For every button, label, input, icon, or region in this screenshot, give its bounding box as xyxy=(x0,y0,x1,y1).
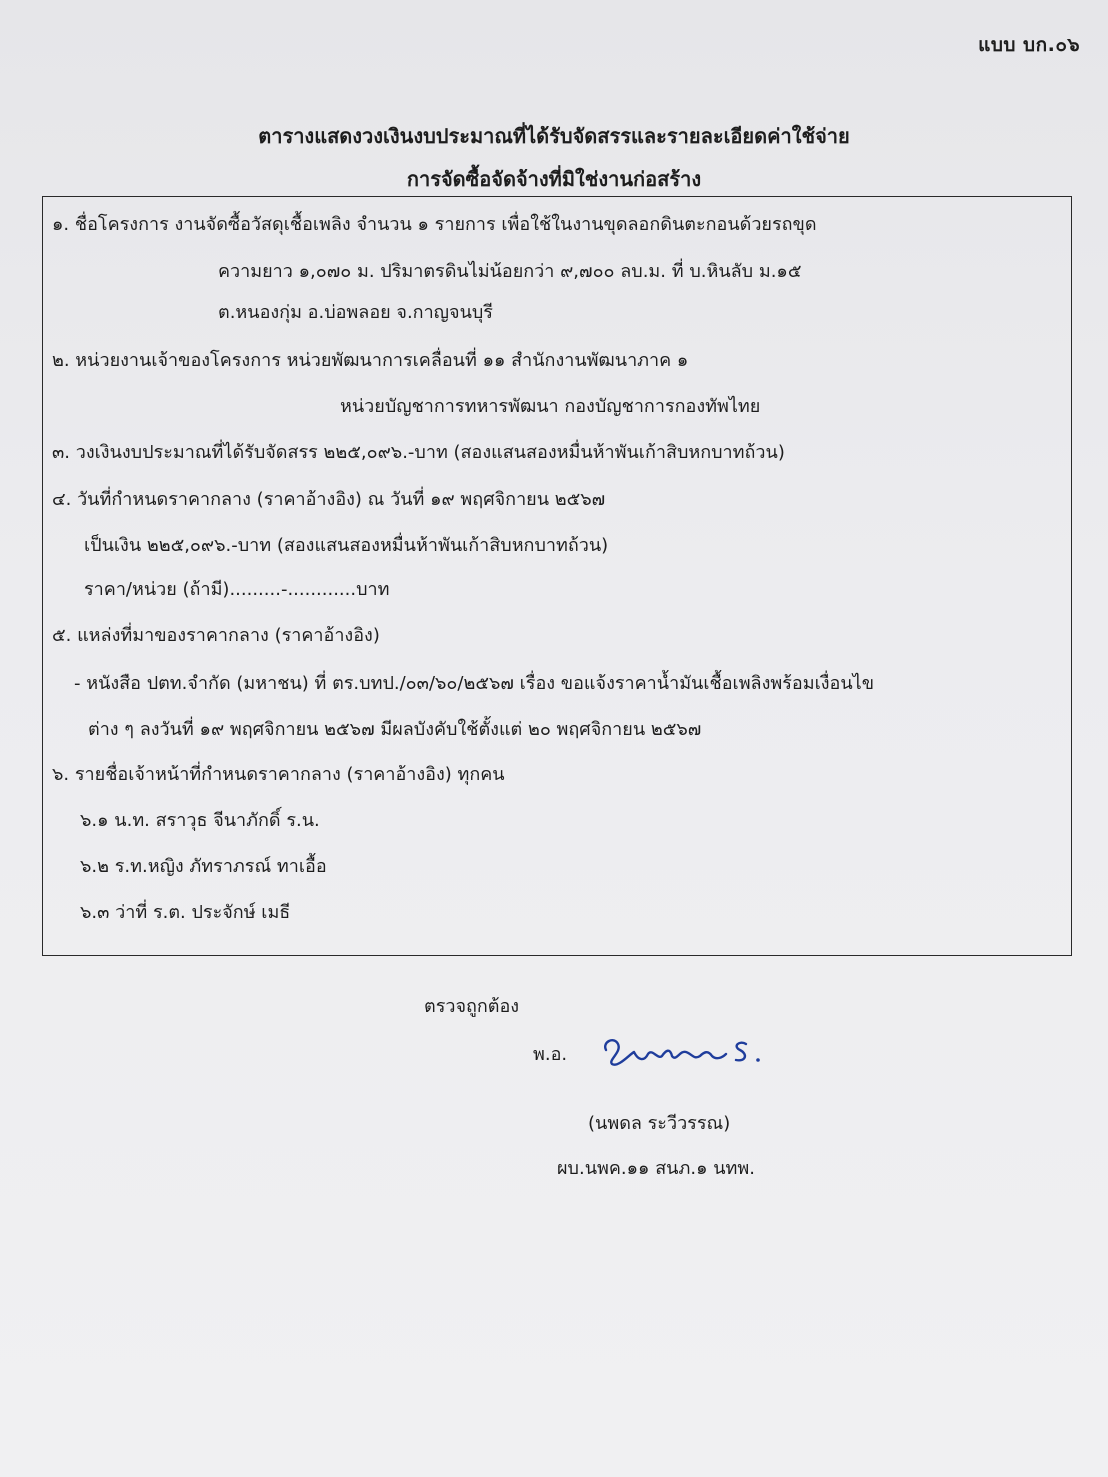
signer-position: ผบ.นพค.๑๑ สนภ.๑ นทพ. xyxy=(557,1158,755,1179)
source-line-2: ต่าง ๆ ลงวันที่ ๑๙ พฤศจิกายน ๒๕๖๗ มีผลบังคับใช้ตั้งแต่ ๒๐ พฤศจิกายน ๒๕๖๗ xyxy=(88,719,702,740)
signer-rank: พ.อ. xyxy=(533,1044,568,1065)
officer-item: ๖.๑ น.ท. สราวุธ จีนาภักดิ์ ร.น. xyxy=(80,810,320,831)
details-box xyxy=(42,196,1072,956)
source-line-1: - หนังสือ ปตท.จำกัด (มหาชน) ที่ ตร.บทป./๐๓/๖๐/๒๕๖๗ เรื่อง ขอแจ้งราคาน้ำมันเชื้อเพลิงพร้อมเงื่อนไข xyxy=(74,673,874,694)
project-owner-line-1: ๒. หน่วยงานเจ้าของโครงการ หน่วยพัฒนาการเคลื่อนที่ ๑๑ สำนักงานพัฒนาภาค ๑ xyxy=(52,350,689,371)
project-name-line-2: ความยาว ๑,๐๗๐ ม. ปริมาตรดินไม่น้อยกว่า ๙,๗๐๐ ลบ.ม. ที่ บ.หินลับ ม.๑๕ xyxy=(218,261,802,282)
handwritten-signature xyxy=(600,1030,770,1075)
officer-item: ๖.๒ ร.ท.หญิง ภัทราภรณ์ ทาเอื้อ xyxy=(80,856,327,877)
document-subtitle: การจัดซื้อจัดจ้างที่มิใช่งานก่อสร้าง xyxy=(406,167,702,191)
project-name-line-1: ๑. ชื่อโครงการ งานจัดซื้อวัสดุเชื้อเพลิง จำนวน ๑ รายการ เพื่อใช้ในงานขุดลอกดินตะกอนด้วยรถขุด xyxy=(52,214,817,235)
signer-name: (นพดล ระวีวรรณ) xyxy=(588,1113,731,1134)
project-owner-line-2: หน่วยบัญชาการทหารพัฒนา กองบัญชาการกองทัพไทย xyxy=(340,396,761,417)
unit-price-line: ราคา/หน่วย (ถ้ามี).........-............บาท xyxy=(84,579,390,600)
form-code: แบบ บก.๐๖ xyxy=(978,34,1080,56)
officer-item: ๖.๓ ว่าที่ ร.ต. ประจักษ์ เมธี xyxy=(80,902,291,923)
source-heading: ๕. แหล่งที่มาของราคากลาง (ราคาอ้างอิง) xyxy=(52,625,380,646)
document-title: ตารางแสดงวงเงินงบประมาณที่ได้รับจัดสรรและรายละเอียดค่าใช้จ่าย xyxy=(258,124,850,148)
verified-label: ตรวจถูกต้อง xyxy=(424,996,520,1017)
reference-amount-line: เป็นเงิน ๒๒๕,๐๙๖.-บาท (สองแสนสองหมื่นห้าพันเก้าสิบหกบาทถ้วน) xyxy=(84,535,609,556)
project-name-line-3: ต.หนองกุ่ม อ.บ่อพลอย จ.กาญจนบุรี xyxy=(218,302,493,323)
officers-heading: ๖. รายชื่อเจ้าหน้าที่กำหนดราคากลาง (ราคาอ้างอิง) ทุกคน xyxy=(52,764,505,785)
budget-line: ๓. วงเงินงบประมาณที่ได้รับจัดสรร ๒๒๕,๐๙๖.-บาท (สองแสนสองหมื่นห้าพันเก้าสิบหกบาทถ้วน) xyxy=(52,442,785,463)
reference-date-line: ๔. วันที่กำหนดราคากลาง (ราคาอ้างอิง) ณ วันที่ ๑๙ พฤศจิกายน ๒๕๖๗ xyxy=(52,489,606,510)
